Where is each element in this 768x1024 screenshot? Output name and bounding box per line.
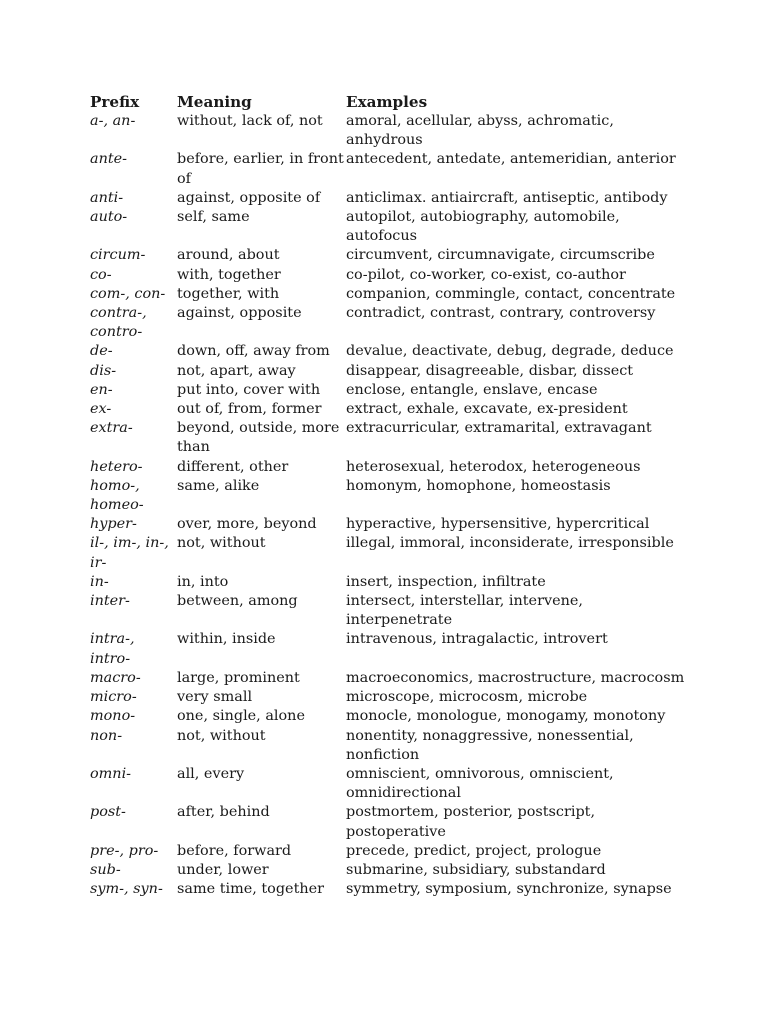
examples-cell: illegal, immoral, inconsiderate, irresponsible <box>346 535 674 552</box>
prefix-cell: inter- <box>90 593 130 610</box>
examples-cell: microscope, microcosm, microbe <box>346 689 588 706</box>
meaning-cell: out of, from, former <box>177 401 322 418</box>
table-row <box>90 861 690 880</box>
prefix-cell: omni- <box>90 765 132 782</box>
prefix-cell: post- <box>90 804 126 821</box>
prefix-cell: co- <box>90 266 112 283</box>
prefix-cell: en- <box>90 381 113 398</box>
meaning-cell: together, with <box>177 285 280 302</box>
meaning-cell: not, without <box>177 535 266 552</box>
meaning-cell: under, lower <box>177 861 269 878</box>
meaning-cell: before, earlier, in front of <box>177 151 344 187</box>
meaning-cell: after, behind <box>177 804 270 821</box>
prefix-cell: auto- <box>90 209 128 226</box>
examples-cell: co-pilot, co-worker, co-exist, co-author <box>346 266 626 283</box>
prefix-cell: ante- <box>90 151 128 168</box>
examples-cell: anticlimax. antiaircraft, antiseptic, antibody <box>346 189 668 206</box>
table-row <box>90 842 690 861</box>
prefix-cell: mono- <box>90 708 136 725</box>
examples-cell: postmortem, posterior, postscript, postoperative <box>346 804 596 840</box>
table-body <box>90 112 690 899</box>
table-row <box>90 573 690 592</box>
prefix-document <box>90 92 690 899</box>
table-row <box>90 727 690 765</box>
prefix-cell: pre-, pro- <box>90 842 159 859</box>
prefix-cell: macro- <box>90 669 141 686</box>
prefix-cell: anti- <box>90 189 124 206</box>
table-row <box>90 688 690 707</box>
examples-cell: monocle, monologue, monogamy, monotony <box>346 708 666 725</box>
examples-cell: heterosexual, heterodox, heterogeneous <box>346 458 641 475</box>
examples-cell: circumvent, circumnavigate, circumscribe <box>346 247 655 264</box>
meaning-cell: not, without <box>177 727 266 744</box>
table-row <box>90 381 690 400</box>
meaning-cell: same time, together <box>177 881 325 898</box>
table-row <box>90 534 690 572</box>
table-row <box>90 208 690 246</box>
meaning-cell: against, opposite of <box>177 189 321 206</box>
table-row <box>90 592 690 630</box>
prefix-cell: de- <box>90 343 113 360</box>
table-row <box>90 419 690 457</box>
examples-cell: autopilot, autobiography, automobile, autofocus <box>346 209 620 245</box>
examples-cell: intersect, interstellar, intervene, interpenetrate <box>346 593 583 629</box>
examples-cell: submarine, subsidiary, substandard <box>346 861 606 878</box>
meaning-cell: between, among <box>177 593 298 610</box>
examples-cell: extracurricular, extramarital, extravagant <box>346 420 652 437</box>
table-row <box>90 765 690 803</box>
meaning-cell: before, forward <box>177 842 292 859</box>
meaning-cell: with, together <box>177 266 281 283</box>
meaning-column-header: Meaning <box>177 93 252 111</box>
table-row <box>90 304 690 342</box>
prefix-table <box>90 92 690 899</box>
examples-cell: intravenous, intragalactic, introvert <box>346 631 608 648</box>
table-row <box>90 285 690 304</box>
prefix-cell: dis- <box>90 362 117 379</box>
prefix-column-header: Prefix <box>90 93 140 111</box>
examples-cell: precede, predict, project, prologue <box>346 842 602 859</box>
examples-cell: insert, inspection, infiltrate <box>346 573 546 590</box>
meaning-cell: not, apart, away <box>177 362 296 379</box>
table-row <box>90 880 690 899</box>
meaning-cell: one, single, alone <box>177 708 305 725</box>
examples-cell: homonym, homophone, homeostasis <box>346 477 611 494</box>
examples-cell: enclose, entangle, enslave, encase <box>346 381 598 398</box>
table-row <box>90 150 690 188</box>
table-row <box>90 669 690 688</box>
table-header-row <box>90 92 690 112</box>
prefix-cell: a-, an- <box>90 113 136 129</box>
meaning-cell: over, more, beyond <box>177 516 317 533</box>
examples-cell: companion, commingle, contact, concentrate <box>346 285 676 302</box>
prefix-cell: hetero- <box>90 458 143 475</box>
prefix-cell: non- <box>90 727 123 744</box>
examples-column-header: Examples <box>346 93 428 111</box>
table-row <box>90 400 690 419</box>
prefix-cell: hyper- <box>90 516 137 533</box>
examples-cell: disappear, disagreeable, disbar, dissect <box>346 362 634 379</box>
prefix-cell: intra-, intro- <box>90 631 135 667</box>
prefix-cell: com-, con- <box>90 285 166 302</box>
table-row <box>90 477 690 515</box>
examples-cell: devalue, deactivate, debug, degrade, deduce <box>346 343 674 360</box>
table-row <box>90 246 690 265</box>
table-row <box>90 266 690 285</box>
prefix-cell: extra- <box>90 420 133 437</box>
meaning-cell: beyond, outside, more than <box>177 420 340 456</box>
table-row <box>90 515 690 534</box>
prefix-cell: sub- <box>90 861 121 878</box>
meaning-cell: very small <box>177 689 253 706</box>
prefix-cell: homo-, homeo- <box>90 477 144 514</box>
examples-cell: omniscient, omnivorous, omniscient, omnidirectional <box>346 765 614 802</box>
examples-cell: symmetry, symposium, synchronize, synapse <box>346 881 672 898</box>
prefix-cell: micro- <box>90 689 137 706</box>
table-row <box>90 112 690 150</box>
examples-cell: hyperactive, hypersensitive, hypercritical <box>346 516 650 533</box>
meaning-cell: against, opposite <box>177 305 302 322</box>
meaning-cell: down, off, away from <box>177 343 330 360</box>
table-row <box>90 362 690 381</box>
prefix-cell: il-, im-, in-, ir- <box>90 535 169 571</box>
meaning-cell: without, lack of, not <box>177 113 323 129</box>
prefix-cell: sym-, syn- <box>90 881 163 898</box>
meaning-cell: all, every <box>177 765 245 782</box>
table-row <box>90 458 690 477</box>
meaning-cell: around, about <box>177 247 280 264</box>
table-row <box>90 189 690 208</box>
table-row <box>90 630 690 668</box>
table-row <box>90 342 690 361</box>
meaning-cell: different, other <box>177 458 289 475</box>
prefix-cell: contra-, contro- <box>90 305 147 341</box>
meaning-cell: in, into <box>177 573 229 590</box>
examples-cell: nonentity, nonaggressive, nonessential, nonfiction <box>346 727 634 763</box>
meaning-cell: within, inside <box>177 631 276 648</box>
meaning-cell: self, same <box>177 209 250 226</box>
prefix-cell: ex- <box>90 401 112 418</box>
prefix-cell: in- <box>90 573 109 590</box>
examples-cell: contradict, contrast, contrary, controversy <box>346 305 656 322</box>
table-row <box>90 707 690 726</box>
prefix-cell: circum- <box>90 247 146 264</box>
examples-cell: extract, exhale, excavate, ex-president <box>346 401 628 418</box>
table-row <box>90 803 690 841</box>
meaning-cell: same, alike <box>177 477 260 494</box>
examples-cell: antecedent, antedate, antemeridian, anterior <box>346 151 676 168</box>
meaning-cell: large, prominent <box>177 669 300 686</box>
examples-cell: amoral, acellular, abyss, achromatic, anhydrous <box>346 113 614 149</box>
examples-cell: macroeconomics, macrostructure, macrocosm <box>346 669 685 686</box>
meaning-cell: put into, cover with <box>177 381 321 398</box>
